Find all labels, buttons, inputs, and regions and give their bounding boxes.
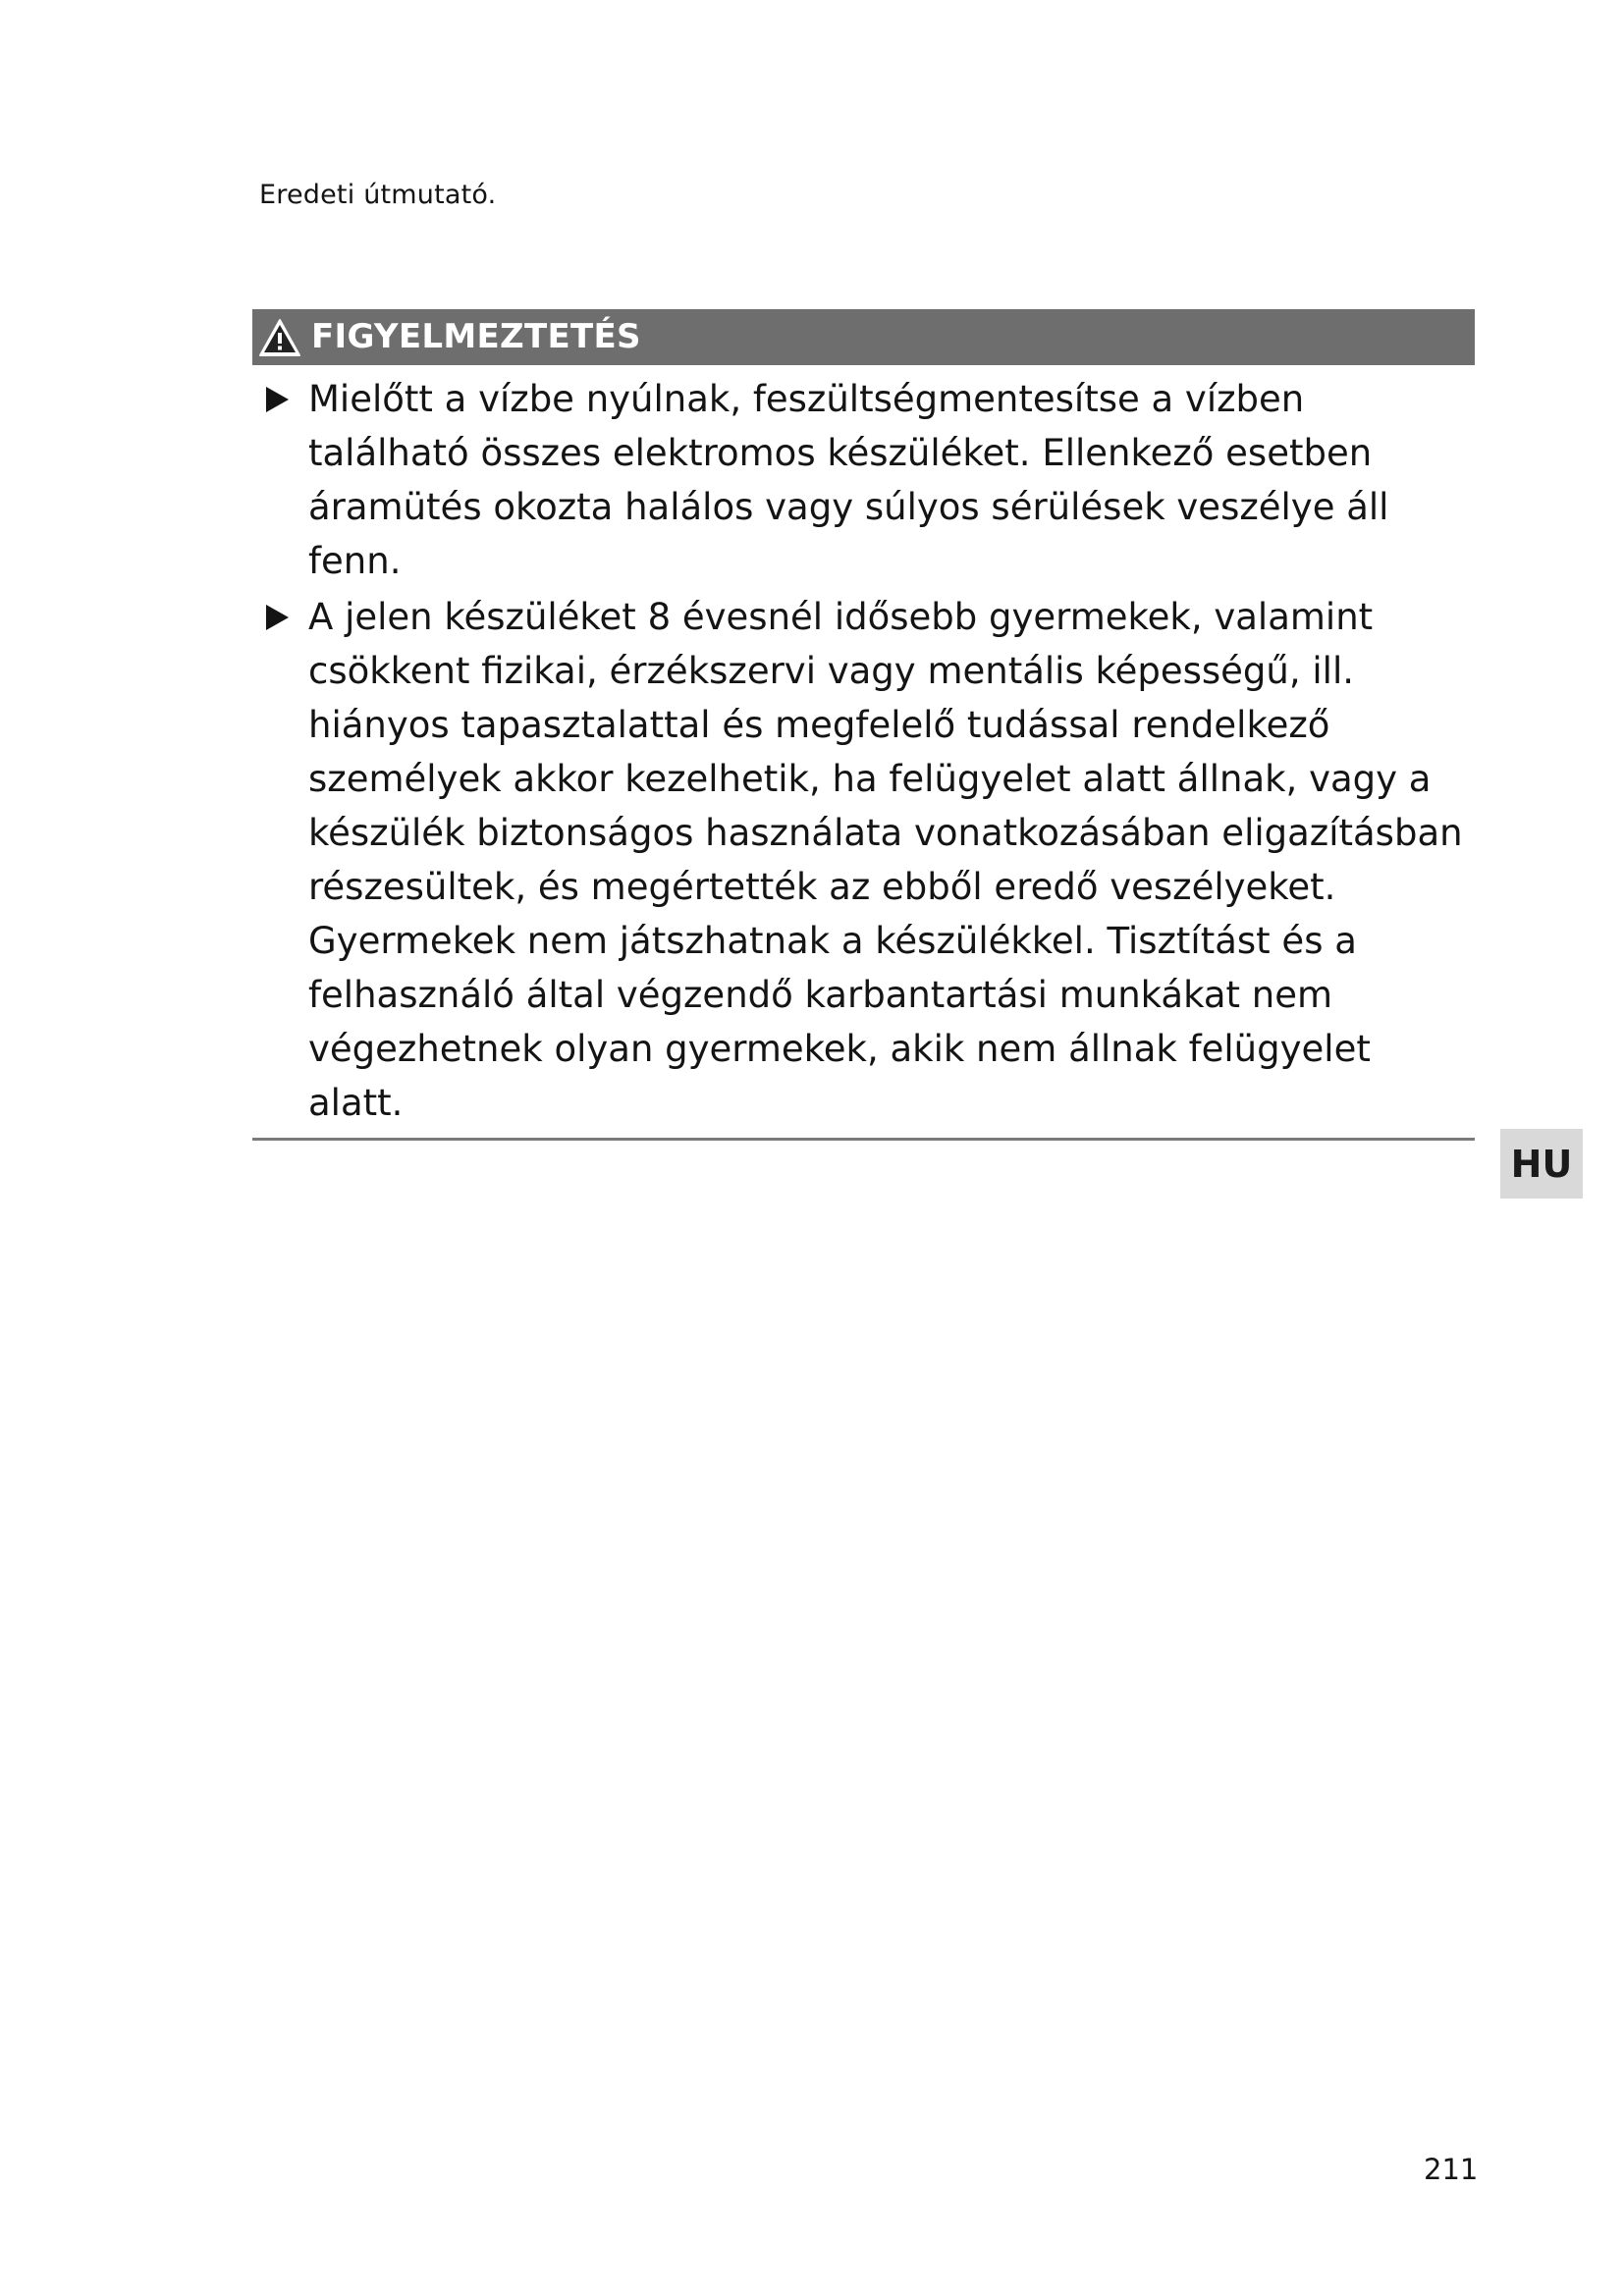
language-tab: HU xyxy=(1500,1129,1583,1199)
warning-title-bar xyxy=(252,309,1475,365)
warning-item-text: Mielőtt a vízbe nyúlnak, feszültségmentesítse a vízben található összes elektromos készüléket. Ellenkező esetben áramütés okozta halálos vagy súlyos sérülések veszélye áll fenn. xyxy=(308,378,1389,582)
warning-item xyxy=(252,372,1475,588)
bullet-triangle-icon xyxy=(266,387,289,412)
warning-title: FIGYELMEZTETÉS xyxy=(311,317,641,356)
warning-box xyxy=(252,309,1475,1141)
bullet-triangle-icon xyxy=(266,605,289,630)
document-header-note: Eredeti útmutató. xyxy=(259,180,497,210)
warning-item xyxy=(252,590,1475,1130)
warning-item-text: A jelen készüléket 8 évesnél idősebb gyermekek, valamint csökkent fizikai, érzékszervi vagy mentális képességű, ill. hiányos tapasztalattal és megfelelő tudással rendelkező személyek akkor kezelhetik, ha felügyelet alatt állnak, vagy a készülék biztonságos használata vonatkozásában eligazításban részesültek, és megértették az ebből eredő veszélyeket. Gyermekek nem játszhatnak a készülékkel. Tisztítást és a felhasználó által végzendő karbantartási munkákat nem végezhetnek olyan gyermekek, akik nem állnak felügyelet alatt. xyxy=(308,596,1463,1124)
page-number: 211 xyxy=(1424,2153,1479,2186)
warning-bottom-rule xyxy=(252,1138,1475,1141)
warning-list xyxy=(252,372,1475,1130)
warning-triangle-icon xyxy=(258,318,301,357)
